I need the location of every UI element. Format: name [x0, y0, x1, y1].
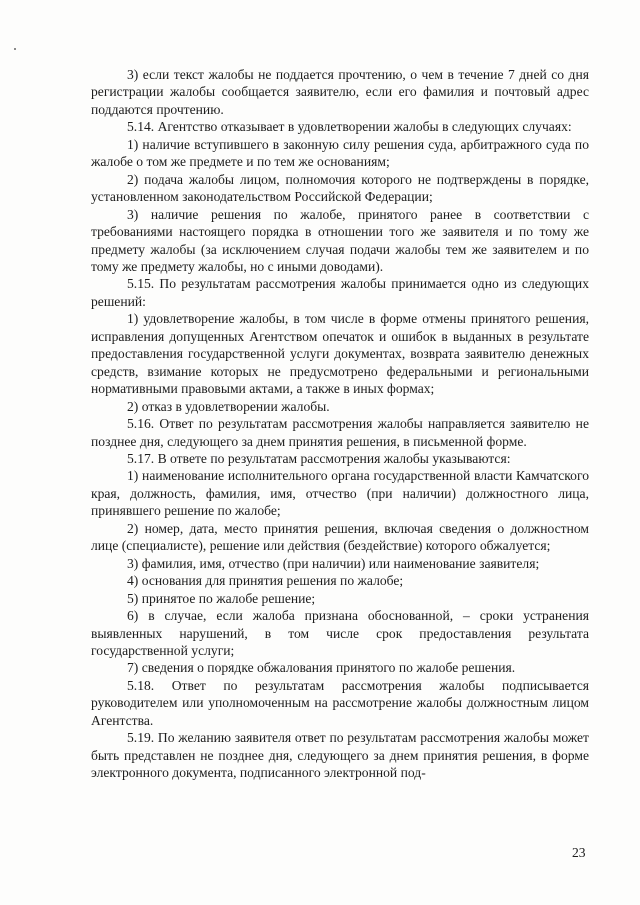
list-item: 7) сведения о порядке обжалования принятого по жалобе решения.	[127, 660, 516, 676]
list-item: 1) удовлетворение жалобы, в том числе в форме отмены принятого решения, исправления допущенных Агентством опечаток и ошибок в выданных в результате предоставления государственной услуги документах, возврата заявителю денежных средств, взимание которых не предусмотрено федеральными и региональными нормативными правовыми актами, а также в иных формах;	[91, 311, 589, 397]
section-5-14: 5.14. Агентство отказывает в удовлетворении жалобы в следующих случаях:	[127, 119, 572, 135]
list-item: 2) номер, дата, место принятия решения, включая сведения о должностном лице (специалисте), решение или действия (бездействие) которого обжалуется;	[91, 520, 589, 554]
document-body	[91, 66, 589, 782]
page-number: 23	[572, 845, 586, 860]
list-item: 5) принятое по жалобе решение;	[127, 590, 316, 606]
list-item: 1) наименование исполнительного органа государственной власти Камчатского края, должность, фамилия, имя, отчество (при наличии) должностного лица, принявшего решение по жалобе;	[91, 468, 589, 519]
list-item: 2) подача жалобы лицом, полномочия которого не подтверждены в порядке, установленном законодательством Российской Федерации;	[91, 171, 589, 205]
paragraph-item-3-unreadable: 3) если текст жалобы не поддается прочтению, о чем в течение 7 дней со дня регистрации жалобы сообщается заявителю, если его фамилия и почтовый адрес поддаются прочтению.	[91, 67, 589, 117]
section-5-19: 5.19. По желанию заявителя ответ по результатам рассмотрения жалобы может быть представлен не позднее дня, следующего за днем принятия решения, в форме электронного документа, подписанного электронной под-	[91, 730, 589, 781]
list-item: 2) отказ в удовлетворении жалобы.	[127, 398, 330, 414]
list-item: 3) фамилия, имя, отчество (при наличии) или наименование заявителя;	[127, 555, 540, 571]
section-5-18: 5.18. Ответ по результатам рассмотрения жалобы подписывается руководителем или уполномоченным на рассмотрение жалобы должностным лицом Агентства.	[91, 677, 589, 728]
section-5-16: 5.16. Ответ по результатам рассмотрения жалобы направляется заявителю не позднее дня, следующего за днем принятия решения, в письменной форме.	[91, 416, 589, 449]
list-item: 4) основания для принятия решения по жалобе;	[127, 573, 404, 589]
list-item: 3) наличие решения по жалобе, принятого ранее в соответствии с требованиями настоящего порядка в отношении того же заявителя и по тому же предмету жалобы (за исключением случая подачи жалобы тем же заявителем и по тому же предмету жалобы, но с иными доводами).	[91, 206, 589, 274]
list-item: 1) наличие вступившего в законную силу решения суда, арбитражного суда по жалобе о том же предмете и по тем же основаниям;	[91, 136, 589, 170]
section-5-15: 5.15. По результатам рассмотрения жалобы принимается одно из следующих решений:	[91, 276, 589, 309]
list-item: 6) в случае, если жалоба признана обоснованной, – сроки устранения выявленных нарушений, в том числе срок предоставления результата государственной услуги;	[91, 608, 589, 658]
scan-mark	[14, 48, 16, 50]
section-5-17: 5.17. В ответе по результатам рассмотрения жалобы указываются:	[127, 450, 511, 466]
